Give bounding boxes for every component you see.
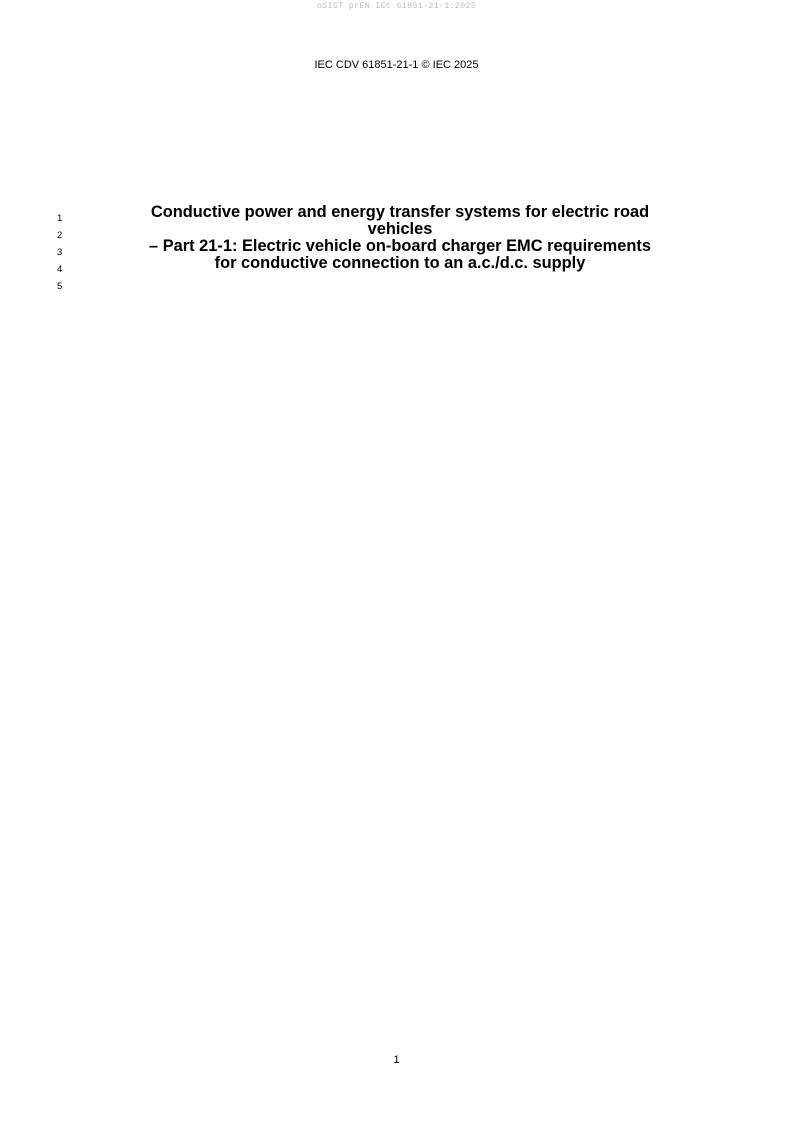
watermark-text: oSIST prEN IEC 61851-21-1:2025 — [316, 1, 477, 11]
title-line: vehicles — [367, 220, 433, 238]
title-line: – Part 21-1: Electric vehicle on-board charger EMC requirements — [149, 237, 651, 255]
line-number-column — [57, 210, 77, 295]
line-number: 4 — [57, 264, 63, 275]
title-line: for conductive connection to an a.c./d.c. supply — [214, 254, 586, 272]
document-title — [95, 204, 705, 272]
line-number: 1 — [57, 213, 63, 224]
page-number: 1 — [393, 1054, 400, 1066]
line-number: 5 — [57, 281, 63, 292]
line-number: 2 — [57, 230, 63, 241]
line-number: 3 — [57, 247, 63, 258]
title-line: Conductive power and energy transfer systems for electric road — [150, 203, 650, 221]
page-header: IEC CDV 61851-21-1 © IEC 2025 — [314, 59, 479, 71]
